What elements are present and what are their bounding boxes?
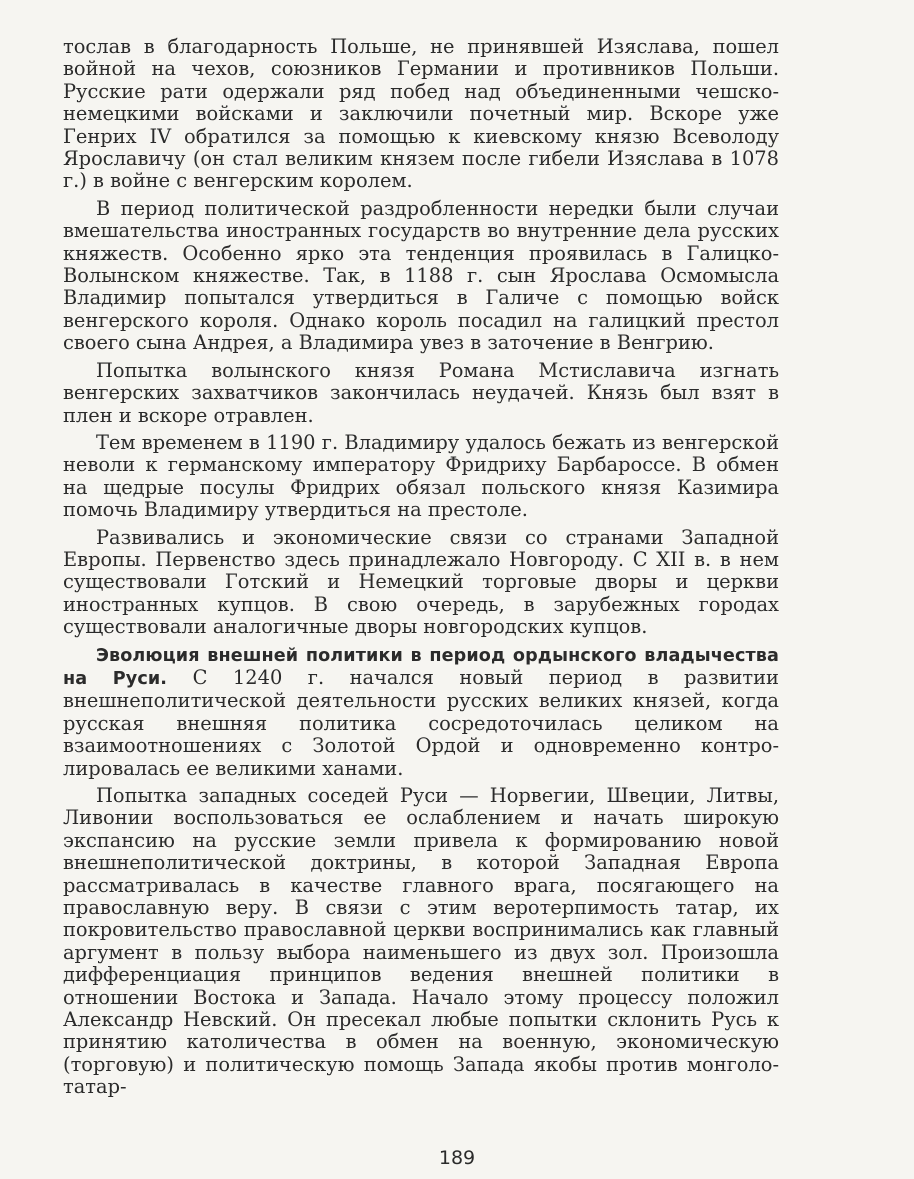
paragraph-3: Попытка волынского князя Романа Мстиславича изгнать венгерских захватчиков закончилась неудачей. Князь был взят в плен и вскоре отравлен. xyxy=(63,358,779,427)
paragraph-6-text: С 1240 г. начался новый период в развитии внешнеполитической деятельности русских великих князей, когда русская внешняя политика сосредоточилась целиком на взаимоотношениях с Золотой Ордой и одновременно контролировалась ее великими ханами. xyxy=(63,665,779,780)
paragraph-1: тослав в благодарность Польше, не принявшей Изяслава, пошел войной на чехов, союзников Германии и противников Польши. Русские рати одержали ряд побед над объединенными чешско-немецкими войсками и заключили почетный мир. Вскоре уже Генрих IV обратился за помощью к киевскому князю Всеволоду Ярославичу (он стал великим князем после гибели Изяслава в 1078 г.) в войне с венгерским королем. xyxy=(63,35,779,193)
paragraph-5: Развивались и экономические связи со странами Западной Европы. Первенство здесь принадлежало Новгороду. С XII в. в нем существовали Готский и Немецкий торговые дворы и церкви иностранных купцов. В свою очередь, в зарубежных городах существовали аналогичные дворы новгородских купцов. xyxy=(63,525,779,639)
paragraph-7: Попытка западных соседей Руси — Норвегии, Швеции, Литвы, Ливонии воспользоваться ее ослаблением и начать широкую экспансию на русские земли привела к формированию новой внешнеполитической доктрины, в которой Западная Европа рассматривалась в качестве главного врага, посягающего на православную веру. В связи с этим веротерпимость татар, их покровительство православной церкви воспринимались как главный аргумент в пользу выбора наименьшего из двух зол. Произошла дифференциация принципов ведения внешней политики в отношении Востока и Запада. Начало этому процессу положил Александр Невский. Он пресекал любые попытки склонить Русь к принятию католичества в обмен на военную, экономическую (торговую) и политическую помощь Запада якобы против монголо-татар- xyxy=(63,784,779,1099)
page-body xyxy=(63,36,779,1099)
paragraph-2: В период политической раздробленности нередки были случаи вмешательства иностранных государств во внутренние дела русских княжеств. Особенно ярко эта тенденция проявилась в Галицко-Волынском княжестве. Так, в 1188 г. сын Ярослава Осмомысла Владимир попытался утвердиться в Галиче с помощью войск венгерского короля. Однако король посадил на галицкий престол своего сына Андрея, а Владимира увез в заточение в Венгрию. xyxy=(63,196,779,355)
page-number: 189 xyxy=(438,1147,476,1169)
paragraph-6 xyxy=(63,644,779,780)
paragraph-4: Тем временем в 1190 г. Владимиру удалось бежать из венгерской неволи к германскому императору Фридриху Барбароссе. В обмен на щедрые посулы Фридрих обязал польского князя Казимира помочь Владимиру утвердиться на престоле. xyxy=(63,430,779,522)
section-heading: Эволюция внешней политики в период ордынского владычества на Руси. xyxy=(63,645,779,689)
